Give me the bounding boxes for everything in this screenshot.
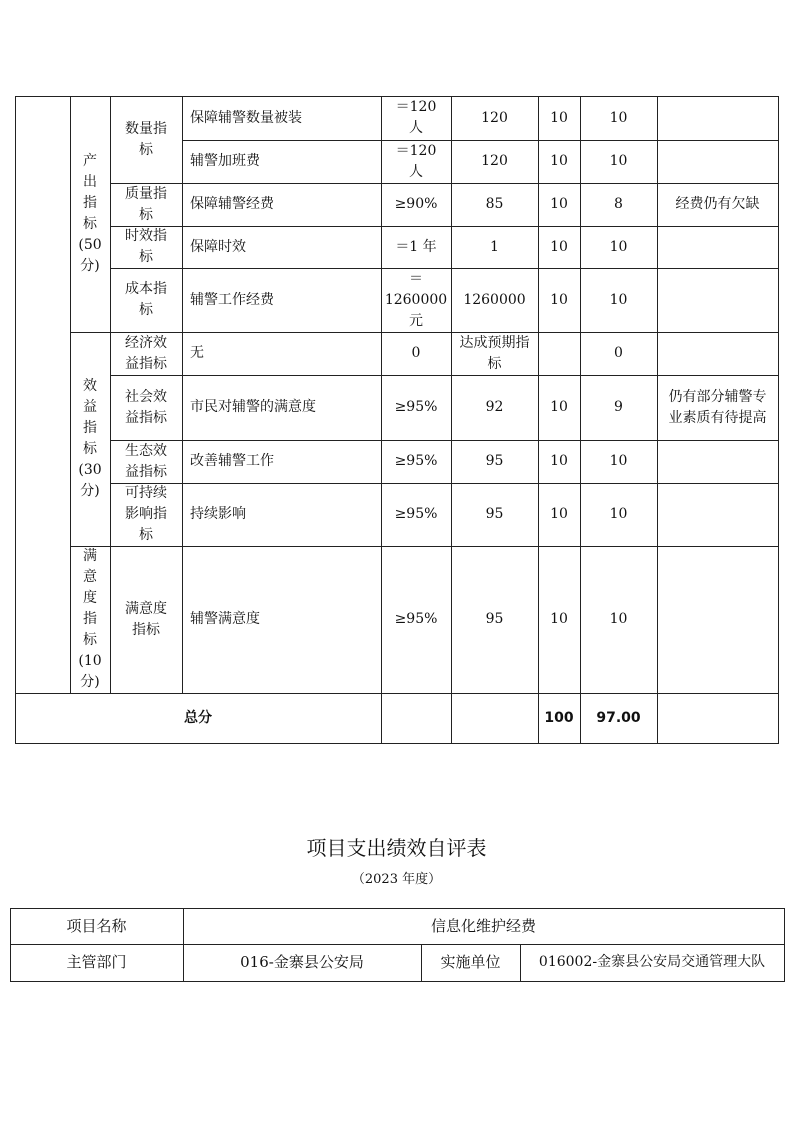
weight-value: 10 [550, 453, 568, 469]
group-label: 满 意 度 指 标 (10 分) [78, 548, 102, 690]
project-name-value: 信息化维护经费 [430, 916, 536, 935]
weight-value: 10 [550, 238, 568, 255]
indicator-name: 可持续影响指标 [125, 485, 167, 543]
total-label: 总分 [184, 709, 212, 726]
dept-value: 016-金寨县公安局 [240, 953, 364, 971]
target-value: ≥90% [394, 196, 438, 212]
project-name-label: 项目名称 [66, 916, 127, 935]
target-value: 0 [411, 345, 421, 361]
actual-value: 85 [485, 196, 504, 212]
score-value: 10 [609, 506, 628, 522]
weight-value: 10 [550, 109, 568, 126]
merged-cell-mask [70, 694, 71, 743]
target-value: ≥95% [394, 506, 438, 522]
dept-label: 主管部门 [66, 953, 127, 971]
indicator-item: 辅警满意度 [190, 611, 260, 627]
note-text [657, 546, 778, 693]
weight-value: 10 [550, 399, 568, 415]
note-text [657, 226, 778, 268]
indicator-name: 时效指标 [125, 228, 167, 265]
note-text [657, 332, 778, 375]
table-rule [10, 981, 785, 982]
weight-value: 10 [550, 291, 568, 308]
weight-value: 10 [550, 506, 568, 522]
indicator-name: 质量指标 [125, 185, 167, 223]
actual-value: 120 [481, 153, 508, 169]
form-year: （2023 年度） [351, 872, 442, 887]
score-value: 10 [609, 238, 628, 255]
score-value: 10 [609, 153, 628, 169]
total-weight: 100 [544, 709, 574, 726]
weight-value: 10 [550, 611, 568, 627]
indicator-item: 市民对辅警的满意度 [190, 399, 316, 415]
merged-cell-mask [110, 694, 111, 743]
table-rule [778, 96, 779, 744]
note-text [657, 268, 778, 332]
weight-value: 10 [550, 153, 568, 169]
indicator-name: 数量指标 [125, 120, 167, 158]
actual-value: 120 [481, 109, 508, 126]
actual-value: 95 [485, 453, 504, 469]
actual-value: 92 [485, 399, 504, 415]
note-text [657, 140, 778, 183]
table-rule [15, 743, 779, 744]
note-text [657, 483, 778, 546]
indicator-name: 成本指标 [125, 281, 167, 318]
indicator-item: 改善辅警工作 [190, 453, 274, 469]
indicator-name: 生态效益指标 [125, 442, 167, 480]
table-rule [15, 96, 16, 744]
target-value: ＝120人 [395, 142, 437, 180]
actual-value: 95 [485, 506, 504, 522]
indicator-item: 辅警加班费 [190, 153, 260, 169]
indicator-name: 社会效益指标 [125, 388, 167, 426]
target-value: ≥95% [394, 611, 438, 627]
target-value: ≥95% [394, 453, 438, 469]
actual-value: 1260000 [463, 291, 526, 308]
target-value: ＝ 1260000 元 [384, 270, 448, 329]
target-value: ＝1 年 [395, 238, 437, 255]
note-text: 仍有部分辅警专业素质有待提高 [668, 388, 767, 426]
indicator-item: 持续影响 [190, 506, 246, 522]
table-rule [784, 908, 785, 982]
form-title: 项目支出绩效自评表 [306, 836, 487, 860]
score-value: 8 [614, 196, 623, 212]
actual-value: 1 [490, 238, 499, 255]
unit-label: 实施单位 [440, 953, 501, 971]
target-value: ＝120人 [395, 99, 437, 136]
total-score: 97.00 [596, 709, 641, 726]
note-text: 经费仍有欠缺 [675, 196, 760, 212]
note-text [657, 440, 778, 483]
group-label: 产 出 指 标 (50 分) [78, 153, 102, 274]
score-value: 10 [609, 291, 628, 308]
score-value: 10 [609, 109, 628, 126]
score-value: 9 [614, 399, 623, 415]
weight-value: 10 [550, 196, 568, 212]
indicator-name: 经济效益指标 [125, 334, 167, 372]
unit-value: 016002-金寨县公安局交通管理大队 [538, 954, 766, 970]
score-value: 10 [609, 611, 628, 627]
indicator-name: 满意度指标 [125, 600, 167, 638]
indicator-item: 辅警工作经费 [190, 291, 274, 308]
score-value: 0 [614, 345, 623, 361]
indicator-item: 无 [190, 345, 204, 361]
actual-value: 达成预期指标 [459, 334, 530, 372]
indicator-item: 保障辅警经费 [190, 196, 274, 212]
indicator-item: 保障辅警数量被装 [190, 109, 302, 126]
actual-value: 95 [485, 611, 504, 627]
target-value: ≥95% [394, 399, 438, 415]
weight-value [538, 332, 580, 375]
merged-cell-mask [182, 694, 183, 743]
note-text [657, 96, 778, 140]
group-label: 效 益 指 标 (30 分) [78, 378, 102, 499]
score-value: 10 [609, 453, 628, 469]
indicator-item: 保障时效 [190, 238, 246, 255]
